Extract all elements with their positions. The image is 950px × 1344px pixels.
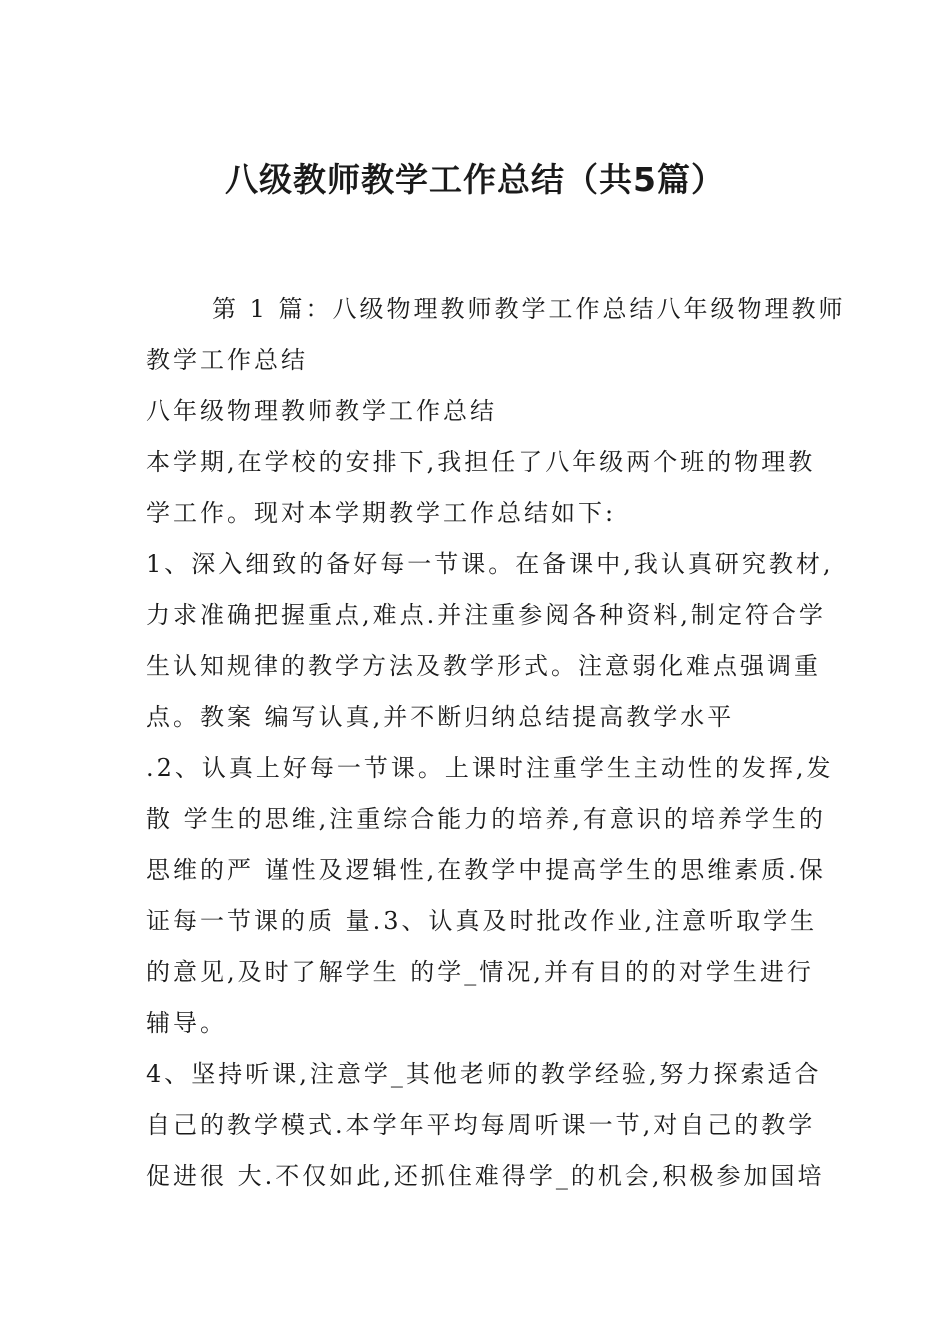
paragraph-line: 力求准确把握重点,难点.并注重参阅各种资料,制定符合学 xyxy=(146,601,826,629)
paragraph-line: 学工作。现对本学期教学工作总结如下: xyxy=(146,499,617,527)
document-title: 八级教师教学工作总结（共5篇） xyxy=(225,160,725,199)
paragraph-line: 思维的严 谨性及逻辑性,在教学中提高学生的思维素质.保 xyxy=(146,856,826,884)
paragraph-line: 八年级物理教师教学工作总结 xyxy=(146,397,497,425)
paragraph-line: 4、坚持听课,注意学_其他老师的教学经验,努力探索适合 xyxy=(146,1060,822,1088)
paragraph-line: 点。教案 编写认真,并不断归纳总结提高教学水平 xyxy=(146,703,735,731)
paragraph-line: 本学期,在学校的安排下,我担任了八年级两个班的物理教 xyxy=(146,448,816,476)
paragraph-line: .2、认真上好每一节课。上课时注重学生主动性的发挥,发 xyxy=(146,754,834,782)
paragraph-line: 生认知规律的教学方法及教学形式。注意弱化难点强调重 xyxy=(146,652,821,680)
paragraph-line: 辅导。 xyxy=(146,1009,227,1037)
document-body xyxy=(146,284,846,1202)
paragraph-line: 教学工作总结 xyxy=(146,346,308,374)
paragraph-line: 第 1 篇：八级物理教师教学工作总结八年级物理教师 xyxy=(212,295,846,323)
paragraph-line: 自己的教学模式.本学年平均每周听课一节,对自己的教学 xyxy=(146,1111,816,1139)
paragraph-line: 的意见,及时了解学生 的学_情况,并有目的的对学生进行 xyxy=(146,958,814,986)
paragraph-line: 促进很 大.不仅如此,还抓住难得学_的机会,积极参加国培 xyxy=(146,1162,825,1190)
paragraph-line: 1、深入细致的备好每一节课。在备课中,我认真研究教材, xyxy=(146,550,834,578)
paragraph-line: 证每一节课的质 量.3、认真及时批改作业,注意听取学生 xyxy=(146,907,818,935)
paragraph-line: 散 学生的思维,注重综合能力的培养,有意识的培养学生的 xyxy=(146,805,826,833)
